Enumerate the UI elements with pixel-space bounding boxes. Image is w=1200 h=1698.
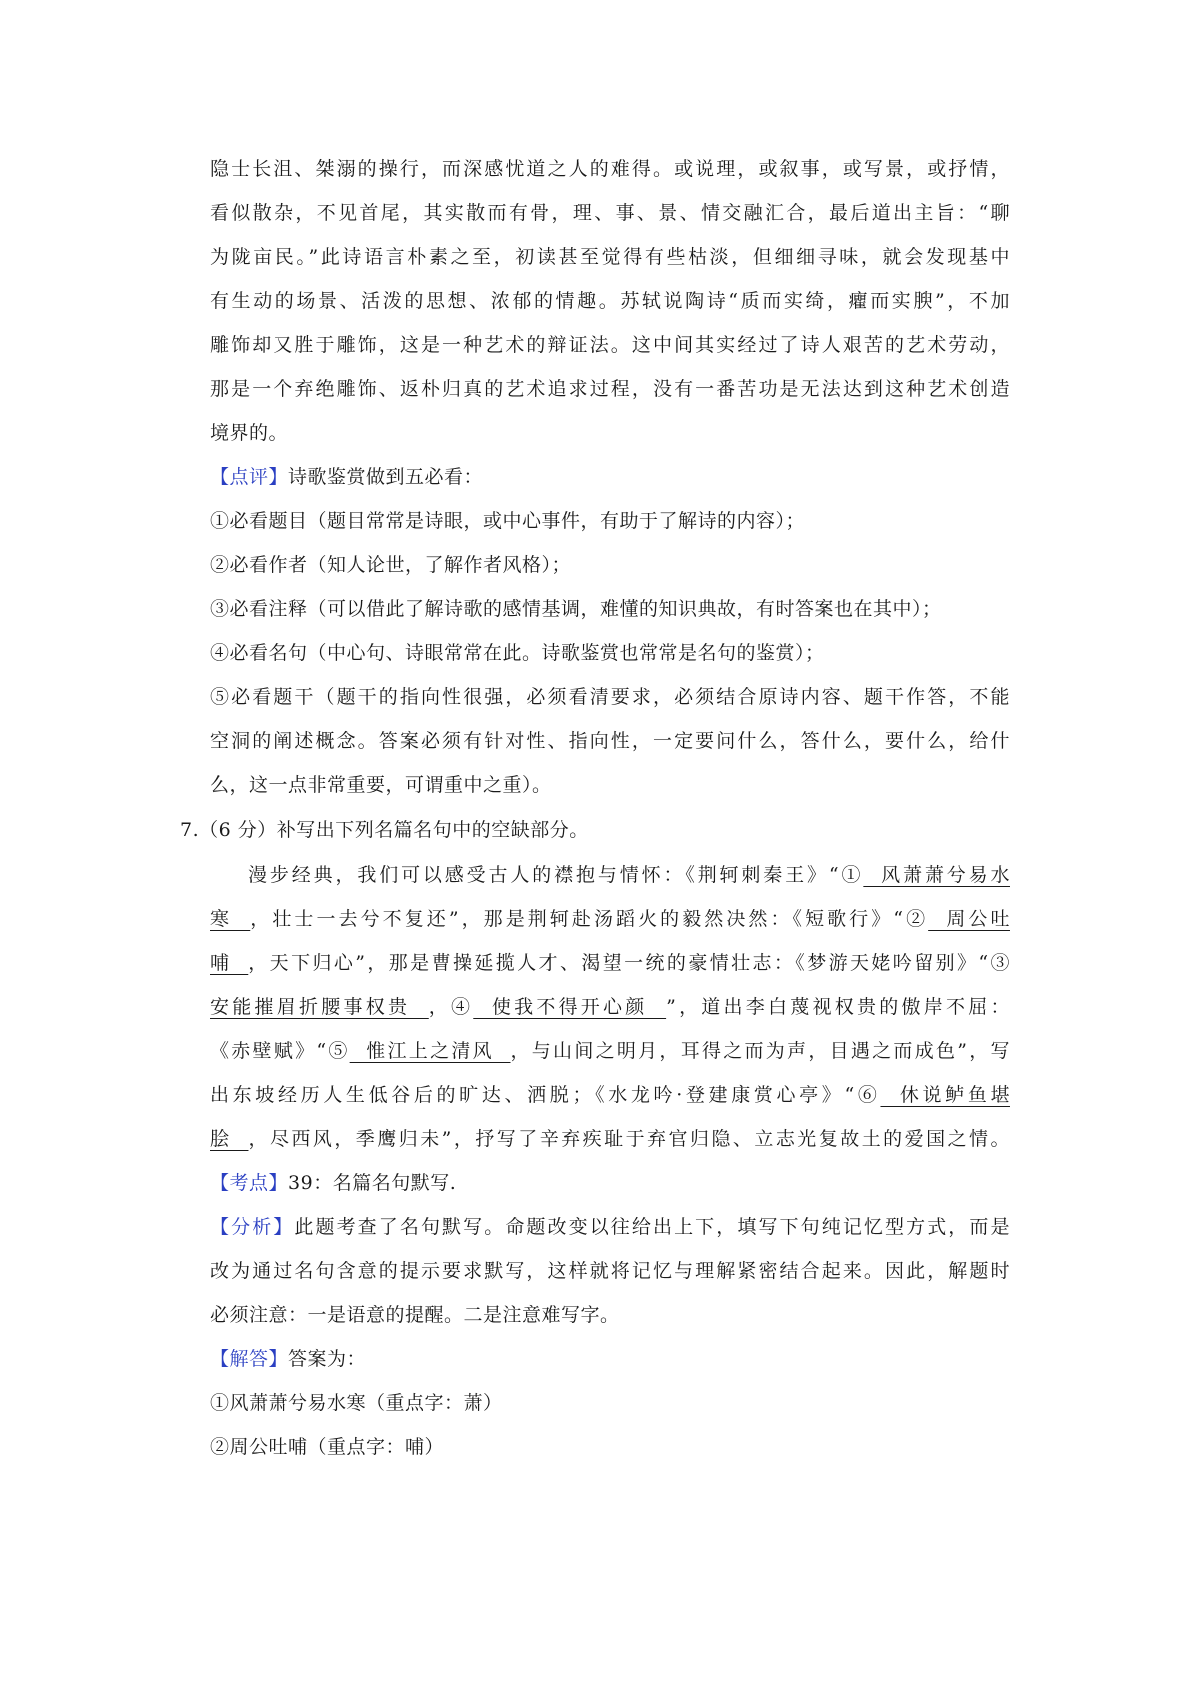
answer-blank: 风萧萧兮易水 <box>863 864 1010 886</box>
question-text: ，天下归心”，那是曹操延揽人才、渴望一统的豪情壮志：《梦游天姥吟留别》“③ <box>248 952 1010 974</box>
review-item: ④必看名句（中心句、诗眼常常在此。诗歌鉴赏也常常是名句的鉴赏）； <box>210 642 825 664</box>
paragraph-line: 有生动的场景、活泼的思想、浓郁的情趣。苏轼说陶诗“质而实绮，癯而实腴”，不加 <box>210 290 1010 312</box>
question-heading: 7.（6 分）补写出下列名篇名句中的空缺部分。 <box>180 819 589 841</box>
question-text: ，④ <box>428 996 474 1018</box>
paragraph-line: 那是一个弃绝雕饰、返朴归真的艺术追求过程，没有一番苦功是无法达到这种艺术创造 <box>210 378 1010 400</box>
question-text: ”，道出李白蔑视权贵的傲岸不屈： <box>666 996 1010 1018</box>
question-text: 漫步经典，我们可以感受古人的襟抱与情怀：《荆轲刺秦王》“① <box>248 864 864 886</box>
jieda-item: ①风萧萧兮易水寒（重点字：萧） <box>210 1392 503 1414</box>
review-item: ②必看作者（知人论世，了解作者风格）； <box>210 554 572 576</box>
paragraph-line: 为陇亩民。”此诗语言朴素之至，初读甚至觉得有些枯淡，但细细寻味，就会发现基中 <box>210 246 1010 268</box>
jieda-item: ②周公吐哺（重点字：哺） <box>210 1436 445 1458</box>
answer-blank: 休说鲈鱼堪 <box>880 1084 1010 1106</box>
review-item: 么，这一点非常重要，可谓重中之重）。 <box>210 774 552 796</box>
fenxi-line: 必须注意：一是语意的提醒。二是注意难写字。 <box>210 1304 620 1326</box>
question-text: ，壮士一去兮不复还”，那是荆轲赴汤蹈火的毅然决然：《短歌行》“② <box>250 908 929 930</box>
answer-blank: 周公吐 <box>928 908 1010 930</box>
question-line <box>210 1080 1010 1110</box>
review-intro: 诗歌鉴赏做到五必看： <box>288 466 484 488</box>
question-text: 《赤壁赋》“⑤ <box>210 1040 350 1062</box>
paragraph-line: 雕饰却又胜于雕饰，这是一种艺术的辩证法。这中间其实经过了诗人艰苦的艺术劳动， <box>210 334 1010 356</box>
answer-blank: 使我不得开心颜 <box>473 996 667 1018</box>
paragraph-line: 看似散杂，不见首尾，其实散而有骨，理、事、景、情交融汇合，最后道出主旨：“聊 <box>210 202 1010 224</box>
kaodian-tag: 【考点】 <box>210 1172 289 1194</box>
question-line <box>210 948 1010 978</box>
jieda-tag: 【解答】 <box>210 1348 289 1370</box>
question-line <box>210 992 1010 1022</box>
answer-blank: 寒 <box>210 908 251 930</box>
answer-blank: 惟江上之清风 <box>349 1040 511 1062</box>
review-item: ③必看注释（可以借此了解诗歌的感情基调，难懂的知识典故，有时答案也在其中）； <box>210 598 942 620</box>
question-text: ，尽西风，季鹰归未”，抒写了辛弃疾耻于弃官归隐、立志光复故土的爱国之情。 <box>248 1128 1010 1150</box>
review-heading <box>210 462 1010 492</box>
question-line <box>210 1036 1010 1066</box>
question-text: 出东坡经历人生低谷后的旷达、洒脱；《水龙吟·登建康赏心亭》“⑥ <box>210 1084 881 1106</box>
paragraph-line: 隐士长沮、桀溺的操行，而深感忧道之人的难得。或说理，或叙事，或写景，或抒情， <box>210 158 1010 180</box>
question-line <box>210 904 1010 934</box>
kaodian-text: 39：名篇名句默写. <box>288 1172 457 1194</box>
answer-blank: 安能摧眉折腰事权贵 <box>210 996 429 1018</box>
review-item: ⑤必看题干（题干的指向性很强，必须看清要求，必须结合原诗内容、题干作答，不能 <box>210 686 1010 708</box>
jieda-intro: 答案为： <box>288 1348 367 1370</box>
review-item: ①必看题目（题目常常是诗眼，或中心事件，有助于了解诗的内容）； <box>210 510 806 532</box>
review-item: 空洞的阐述概念。答案必须有针对性、指向性，一定要问什么，答什么，要什么，给什 <box>210 730 1010 752</box>
paragraph-line: 境界的。 <box>210 422 289 444</box>
review-tag: 【点评】 <box>210 466 289 488</box>
fenxi-text: 此题考查了名句默写。命题改变以往给出上下，填写下句纯记忆型方式，而是 <box>294 1216 1010 1238</box>
jieda-heading <box>210 1344 1010 1374</box>
answer-blank: 哺 <box>210 952 249 974</box>
question-text: ，与山间之明月，耳得之而为声，目遇之而成色”，写 <box>510 1040 1010 1062</box>
fenxi-line <box>210 1212 1010 1242</box>
fenxi-line: 改为通过名句含意的提示要求默写，这样就将记忆与理解紧密结合起来。因此，解题时 <box>210 1260 1010 1282</box>
answer-blank: 脍 <box>210 1128 249 1150</box>
question-line <box>248 860 1010 890</box>
question-line <box>210 1124 1010 1154</box>
fenxi-tag: 【分析】 <box>210 1216 295 1238</box>
kaodian-line <box>210 1168 1010 1198</box>
